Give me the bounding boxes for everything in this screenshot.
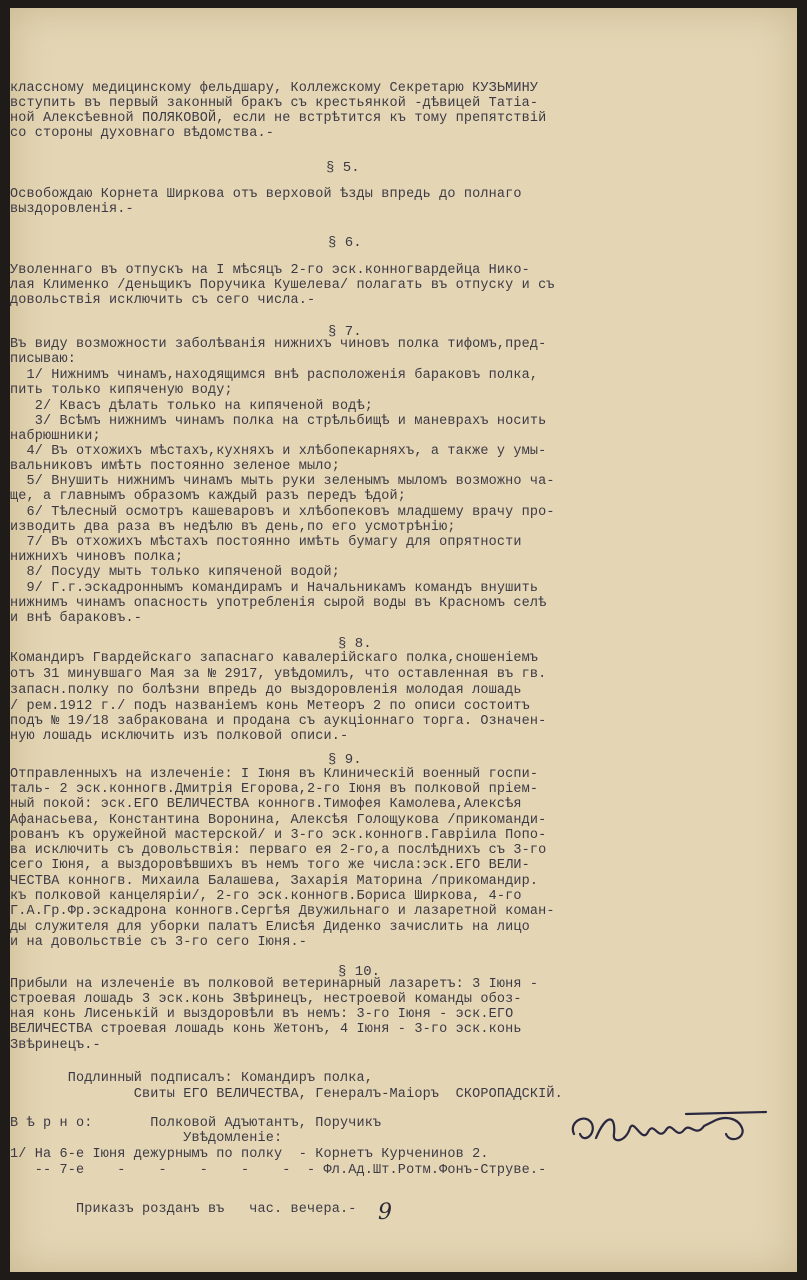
section-heading: § 10. (338, 964, 381, 980)
handwritten-hour: 9 (378, 1200, 392, 1225)
section-heading: § 8. (338, 636, 372, 652)
text-line: вступить въ первый законный бракъ съ крестьянкой -дѣвицей Татіа- (10, 96, 539, 111)
document-page (10, 8, 797, 1272)
text-line: отъ 31 минувшаго Мая за № 2917, увѣдомилъ, что оставленная въ гв. (10, 667, 547, 682)
text-line: подъ № 19/18 забракована и продана съ аукціоннаго торга. Означен- (10, 714, 547, 729)
text-line: ной Алексѣевной ПОЛЯКОВОЙ, если не встрѣтится къ тому препятствій (10, 111, 547, 126)
text-line: выздоровленія.- (10, 202, 134, 217)
text-line: / рем.1912 г./ подъ названіемъ конь Метеоръ 2 по описи состоитъ (10, 699, 530, 714)
text-line: изводить два раза въ недѣлю въ день,по его усмотрѣнію; (10, 520, 456, 535)
text-line: таль- 2 эск.конногв.Дмитрія Егорова,2-го Іюня въ полковой пріем- (10, 782, 539, 797)
text-line: Звѣринецъ.- (10, 1038, 101, 1053)
section-heading: § 7. (328, 324, 362, 340)
text-line: нижнихъ чиновъ полка; (10, 550, 184, 565)
text-line: 8/ Посуду мыть только кипяченой водой; (10, 565, 341, 580)
text-line: довольствія исключить съ сего числа.- (10, 293, 316, 308)
section-heading: § 6. (328, 235, 362, 251)
text-line: ВЕЛИЧЕСТВА строевая лошадь конь Жетонъ, 4 Іюня - 3-го эск.конь (10, 1022, 522, 1037)
text-line: Г.А.Гр.Фр.эскадрона конногв.Сергѣя Двужильнаго и лазаретной коман- (10, 904, 555, 919)
text-line: со стороны духовнаго вѣдомства.- (10, 126, 275, 141)
text-line: рованъ къ оружейной мастерской/ и 3-го эск.конногв.Гаврiила Попо- (10, 828, 547, 843)
section-heading: § 5. (326, 160, 360, 176)
commander-line: Свиты ЕГО ВЕЛИЧЕСТВА, Генералъ-Маіоръ СКОРОПАДСКІЙ. (10, 1087, 563, 1102)
duty-line-2: -- 7-е - - - - - - Фл.Ад.Шт.Ротм.Фонъ-Струве.- (10, 1163, 547, 1178)
text-line: Афанасьева, Константина Воронина, Алексѣя Голощукова /прикоманди- (10, 813, 547, 828)
text-line: къ полковой канцеляріи/, 2-го эск.конногв.Бориса Ширкова, 4-го (10, 889, 522, 904)
text-line: Освобождаю Корнета Ширкова отъ верховой ѣзды впредь до полнаго (10, 187, 522, 202)
text-line: 6/ Тѣлесный осмотръ кашеваровъ и хлѣбопековъ младшему врачу про- (10, 505, 555, 520)
notice-heading: Увѣдомленіе: (10, 1131, 283, 1146)
text-line: ную лошадь исключить изъ полковой описи.- (10, 729, 349, 744)
text-line: и внѣ бараковъ.- (10, 611, 143, 626)
text-line: 5/ Внушить нижнимъ чинамъ мыть руки зеленымъ мыломъ возможно ча- (10, 474, 555, 489)
text-line: ва исключить съ довольствія: перваго ея 2-го,а послѣднихъ съ 3-го (10, 843, 547, 858)
text-line: 9/ Г.г.эскадроннымъ командирамъ и Начальникамъ командъ внушить (10, 581, 539, 596)
text-line: ЧЕСТВА конногв. Михаила Балашева, Захарія Маторина /прикомандир. (10, 874, 539, 889)
text-line: строевая лошадь 3 эск.конь Звѣринецъ, нестроевой команды обоз- (10, 992, 522, 1007)
text-line: лая Клименко /деньщикъ Поручика Кушелева/ полагать въ отпуску и съ (10, 278, 555, 293)
duty-line-1: 1/ На 6-е Іюня дежурнымъ по полку - Корнетъ Курченинов 2. (10, 1147, 489, 1162)
text-line: Отправленныхъ на излеченіе: I Іюня въ Клиническій военный госпи- (10, 767, 539, 782)
text-line: и на довольствіе съ 3-го сего Іюня.- (10, 935, 308, 950)
text-line: вальниковъ имѣть постоянно зеленое мыло; (10, 459, 341, 474)
text-line: писываю: (10, 352, 77, 367)
text-line: Въ виду возможности заболѣванія нижнихъ чиновъ полка тифомъ,пред- (10, 337, 547, 352)
text-line: Командиръ Гвардейскаго запаснаго кавалерійскаго полка,сношеніемъ (10, 651, 539, 666)
text-line: классному медицинскому фельдшару, Коллежскому Секретарю КУЗЬМИНУ (10, 81, 539, 96)
text-line: 3/ Всѣмъ нижнимъ чинамъ полка на стрѣльбищѣ и маневрахъ носить (10, 414, 547, 429)
text-line: ный покой: эск.ЕГО ВЕЛИЧЕСТВА конногв.Тимофея Камолева,Алексѣя (10, 797, 522, 812)
text-line: ная конь Лисенькій и выздоровѣли въ немъ: 3-го Іюня - эск.ЕГО (10, 1007, 514, 1022)
text-line: Уволеннаго въ отпускъ на I мѣсяцъ 2-го эск.конногвардейца Нико- (10, 263, 530, 278)
distribution-line: Приказъ розданъ въ час. вечера.- (10, 1202, 357, 1217)
text-line: сего Іюня, а выздоровѣвшихъ въ немъ того же числа:эск.ЕГО ВЕЛИ- (10, 858, 530, 873)
text-line: ще, а главнымъ образомъ каждый разъ передъ ѣдой; (10, 489, 407, 504)
text-line: 4/ Въ отхожихъ мѣстахъ,кухняхъ и хлѣбопекарняхъ, а также у умы- (10, 444, 547, 459)
text-line: 7/ Въ отхожихъ мѣстахъ постоянно имѣть бумагу для опрятности (10, 535, 522, 550)
section-heading: § 9. (328, 752, 362, 768)
certified-line: В ѣ р н о: Полковой Адъютантъ, Поручикъ (10, 1116, 382, 1131)
text-line: 1/ Нижнимъ чинамъ,находящимся внѣ расположенія бараковъ полка, (10, 368, 539, 383)
text-line: ды служителя для уборки палатъ Елисѣя Диденко зачислить на лицо (10, 920, 530, 935)
text-line: пить только кипяченую воду; (10, 383, 233, 398)
signed-by-line: Подлинный подписалъ: Командиръ полка, (10, 1071, 374, 1086)
text-line: нижнимъ чинамъ опасность употребленія сырой воды въ Красномъ селѣ (10, 596, 547, 611)
text-line: запасн.полку по болѣзни впредь до выздоровленія молодая лошадь (10, 683, 522, 698)
handwritten-signature (566, 1104, 776, 1154)
text-line: 2/ Квасъ дѣлать только на кипяченой водѣ; (10, 399, 374, 414)
text-line: набрюшники; (10, 429, 101, 444)
text-line: Прибыли на излеченіе въ полковой ветеринарный лазаретъ: 3 Іюня - (10, 977, 539, 992)
